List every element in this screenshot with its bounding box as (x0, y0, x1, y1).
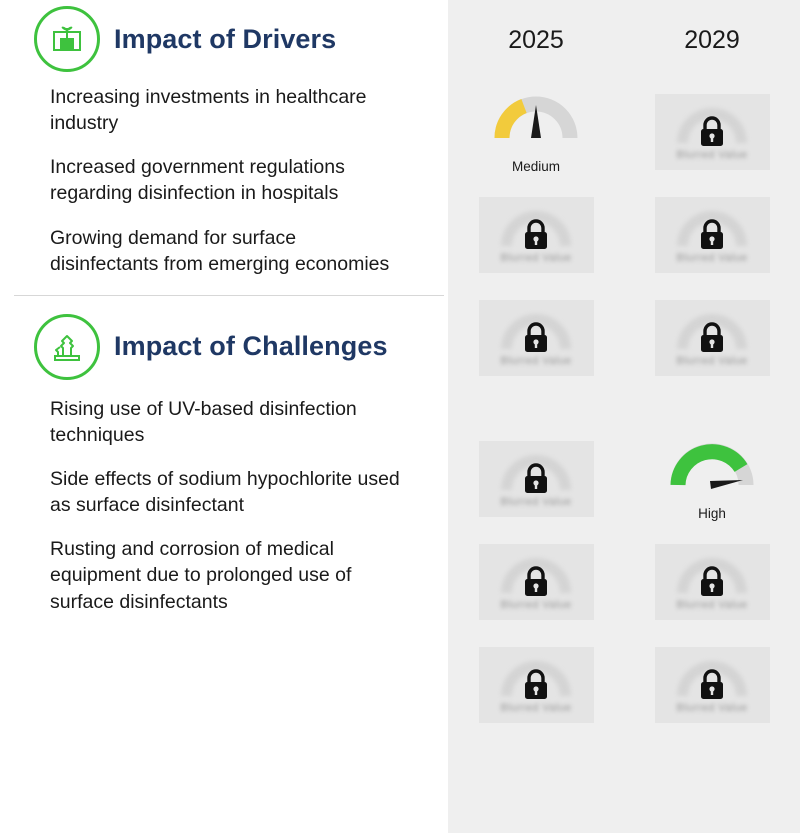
blurred-value-label: Blurred Value (676, 598, 748, 611)
lock-icon (697, 321, 727, 355)
gauge-cell-2029 (624, 183, 800, 286)
blurred-value-label: Blurred Value (676, 354, 748, 367)
gauge-row (448, 530, 800, 633)
blurred-value-label: Blurred Value (500, 251, 572, 264)
gauge-cell-2029 (624, 427, 800, 530)
gauge-grid-challenges (448, 427, 800, 736)
list-item: Side effects of sodium hypochlorite used as surface disinfectant (50, 468, 400, 517)
section-header-challenges (0, 308, 448, 386)
lock-icon (697, 218, 727, 252)
gauge-row (448, 286, 800, 389)
challenges-chess-icon (34, 314, 100, 380)
gauge-medium (479, 92, 594, 172)
gauge-row (448, 183, 800, 286)
locked-gauge[interactable] (655, 197, 770, 273)
gauge-cell-2025 (448, 633, 624, 736)
lock-icon (521, 668, 551, 702)
lock-icon (521, 321, 551, 355)
lock-icon (697, 115, 727, 149)
locked-gauge[interactable] (479, 441, 594, 517)
section-challenges (0, 308, 448, 615)
blurred-value-label: Blurred Value (500, 495, 572, 508)
list-item: Rising use of UV-based disinfection techniques (50, 397, 357, 446)
gauge-row (448, 80, 800, 183)
lock-icon (521, 462, 551, 496)
list-item: Growing demand for surface disinfectants from emerging economies (50, 226, 390, 275)
gauge-cell-2025 (448, 427, 624, 530)
gauge-row (448, 427, 800, 530)
locked-gauge[interactable] (655, 94, 770, 170)
panel-gap (448, 389, 800, 427)
gauge-grid-drivers (448, 80, 800, 389)
lock-icon (697, 668, 727, 702)
year-header-row (448, 0, 800, 80)
locked-gauge[interactable] (479, 197, 594, 273)
section-title-challenges: Impact of Challenges (114, 331, 388, 362)
gauge-label: Medium (511, 158, 560, 174)
gauge-cell-2029 (624, 633, 800, 736)
locked-gauge[interactable] (479, 300, 594, 376)
drivers-growth-icon (34, 6, 100, 72)
blurred-value-label: Blurred Value (676, 148, 748, 161)
gauge-label: High (698, 505, 726, 521)
gauge-cell-2025 (448, 286, 624, 389)
section-header-drivers (0, 0, 448, 78)
blurred-value-label: Blurred Value (676, 251, 748, 264)
blurred-value-label: Blurred Value (500, 354, 572, 367)
gauge-cell-2029 (624, 286, 800, 389)
column-header-2025: 2025 (508, 25, 564, 54)
section-drivers (0, 0, 448, 277)
locked-gauge[interactable] (655, 544, 770, 620)
gauge-high (655, 439, 770, 519)
locked-gauge[interactable] (655, 647, 770, 723)
section-divider (14, 295, 444, 296)
gauge-cell-2025 (448, 80, 624, 183)
section-title-drivers: Impact of Drivers (114, 23, 337, 54)
bullet-list-challenges (0, 396, 448, 615)
list-item: Increased government regulations regarding disinfection in hospitals (50, 156, 345, 205)
blurred-value-label: Blurred Value (500, 701, 572, 714)
gauge-cell-2029 (624, 530, 800, 633)
gauge-panel (448, 0, 800, 833)
locked-gauge[interactable] (479, 647, 594, 723)
list-item: Increasing investments in healthcare industry (50, 86, 367, 135)
gauge-cell-2029 (624, 80, 800, 183)
gauge-cell-2025 (448, 183, 624, 286)
gauge-cell-2025 (448, 530, 624, 633)
gauge-row (448, 633, 800, 736)
lock-icon (521, 565, 551, 599)
list-item: Rusting and corrosion of medical equipment due to prolonged use of surface disinfectants (50, 538, 352, 613)
lock-icon (697, 565, 727, 599)
lock-icon (521, 218, 551, 252)
bullet-list-drivers (0, 84, 448, 277)
locked-gauge[interactable] (479, 544, 594, 620)
column-header-2029: 2029 (684, 25, 740, 54)
blurred-value-label: Blurred Value (500, 598, 572, 611)
locked-gauge[interactable] (655, 300, 770, 376)
blurred-value-label: Blurred Value (676, 701, 748, 714)
